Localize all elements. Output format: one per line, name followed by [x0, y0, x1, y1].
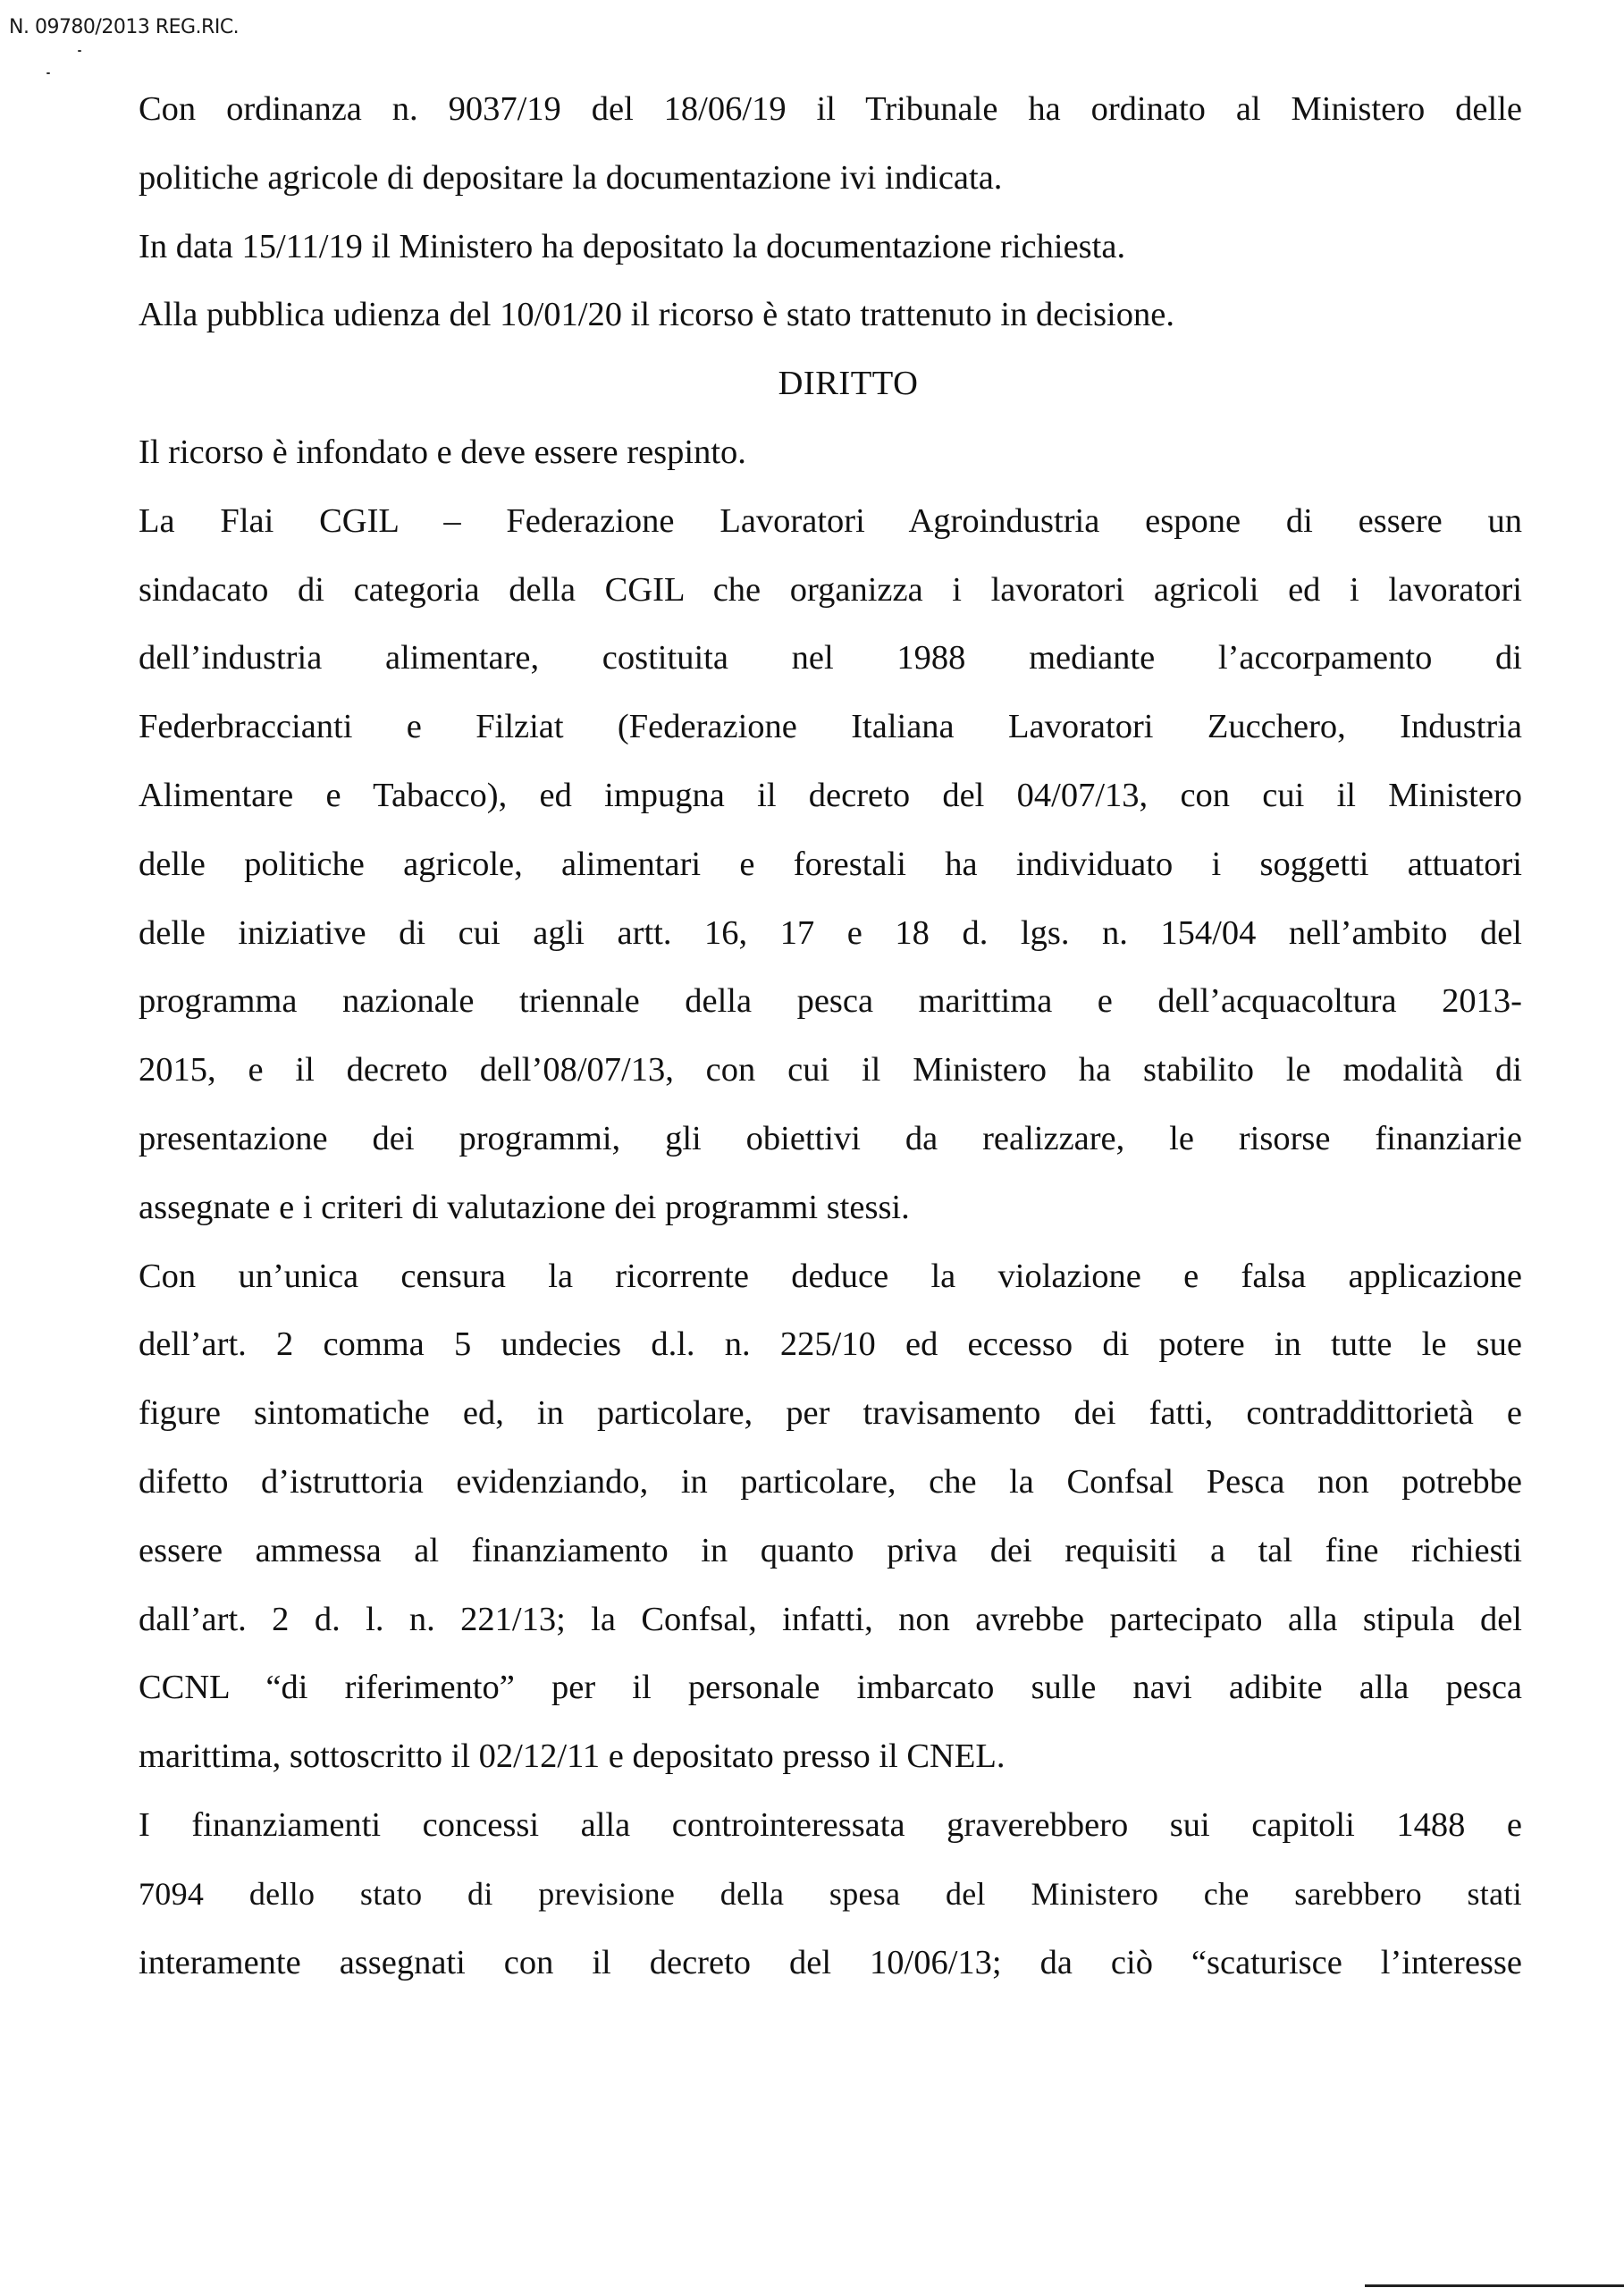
scan-speck: [78, 50, 81, 52]
text-line: programma nazionale triennale della pesca marittima e dell’acquacoltura 2013-: [139, 982, 1522, 1021]
paragraph-infondato: [139, 418, 1522, 487]
text-line: Con ordinanza n. 9037/19 del 18/06/19 il Tribunale ha ordinato al Ministero delle: [139, 90, 1522, 128]
paragraph-finanziamenti: [139, 1791, 1522, 1997]
text-line: essere ammessa al finanziamento in quanto priva dei requisiti a tal fine richiesti: [139, 1531, 1522, 1569]
text-line: dell’art. 2 comma 5 undecies d.l. n. 225/10 ed eccesso di potere in tutte le sue: [139, 1325, 1522, 1364]
section-title-diritto: DIRITTO: [778, 365, 919, 403]
text-line: dall’art. 2 d. l. n. 221/13; la Confsal, infatti, non avrebbe partecipato alla stipula del: [139, 1600, 1522, 1638]
text-line: In data 15/11/19 il Ministero ha depositato la documentazione richiesta.: [139, 227, 1126, 265]
text-line: Il ricorso è infondato e deve essere respinto.: [139, 433, 746, 471]
registry-number-header: N. 09780/2013 REG.RIC.: [9, 16, 240, 38]
text-line: dell’industria alimentare, costituita nel 1988 mediante l’accorpamento di: [139, 639, 1522, 677]
paragraph-deposito: [139, 213, 1522, 282]
text-line: Federbraccianti e Filziat (Federazione Italiana Lavoratori Zucchero, Industria: [139, 708, 1522, 746]
document-body: [139, 75, 1522, 1997]
text-line: 2015, e il decreto dell’08/07/13, con cui il Ministero ha stabilito le modalità di: [139, 1051, 1522, 1089]
paragraph-udienza: [139, 281, 1522, 349]
text-line: I finanziamenti concessi alla controinteressata graverebbero sui capitoli 1488 e: [139, 1805, 1522, 1844]
paragraph-censura: [139, 1242, 1522, 1791]
scan-speck: [46, 72, 50, 74]
text-line: figure sintomatiche ed, in particolare, per travisamento dei fatti, contraddittorietà e: [139, 1394, 1522, 1433]
text-line: marittima, sottoscritto il 02/12/11 e depositato presso il CNEL.: [139, 1737, 1006, 1776]
text-line: delle iniziative di cui agli artt. 16, 17 e 18 d. lgs. n. 154/04 nell’ambito del: [139, 913, 1522, 952]
text-line: La Flai CGIL – Federazione Lavoratori Agroindustria espone di essere un: [139, 501, 1522, 540]
paragraph-ordinanza: [139, 75, 1522, 213]
text-line: presentazione dei programmi, gli obiettivi da realizzare, le risorse finanziarie: [139, 1119, 1522, 1157]
text-line: difetto d’istruttoria evidenziando, in particolare, che la Confsal Pesca non potrebbe: [139, 1462, 1522, 1501]
text-line: Alla pubblica udienza del 10/01/20 il ricorso è stato trattenuto in decisione.: [139, 296, 1174, 334]
paragraph-flai-cgil: [139, 487, 1522, 1242]
text-line: delle politiche agricole, alimentari e forestali ha individuato i soggetti attuatori: [139, 845, 1522, 883]
text-line: 7094 dello stato di previsione della spesa del Ministero che sarebbero stati: [139, 1875, 1522, 1912]
text-line: assegnate e i criteri di valutazione dei programmi stessi.: [139, 1188, 910, 1226]
text-line: Alimentare e Tabacco), ed impugna il decreto del 04/07/13, con cui il Ministero: [139, 776, 1522, 814]
text-line: sindacato di categoria della CGIL che organizza i lavoratori agricoli ed i lavoratori: [139, 570, 1522, 609]
text-line: politiche agricole di depositare la documentazione ivi indicata.: [139, 158, 1003, 197]
text-line: interamente assegnati con il decreto del 10/06/13; da ciò “scaturisce l’interesse: [139, 1943, 1522, 1981]
text-line: CCNL “di riferimento” per il personale imbarcato sulle navi adibite alla pesca: [139, 1669, 1522, 1707]
footer-rule: [1365, 2284, 1624, 2287]
text-line: Con un’unica censura la ricorrente deduce la violazione e falsa applicazione: [139, 1257, 1522, 1295]
